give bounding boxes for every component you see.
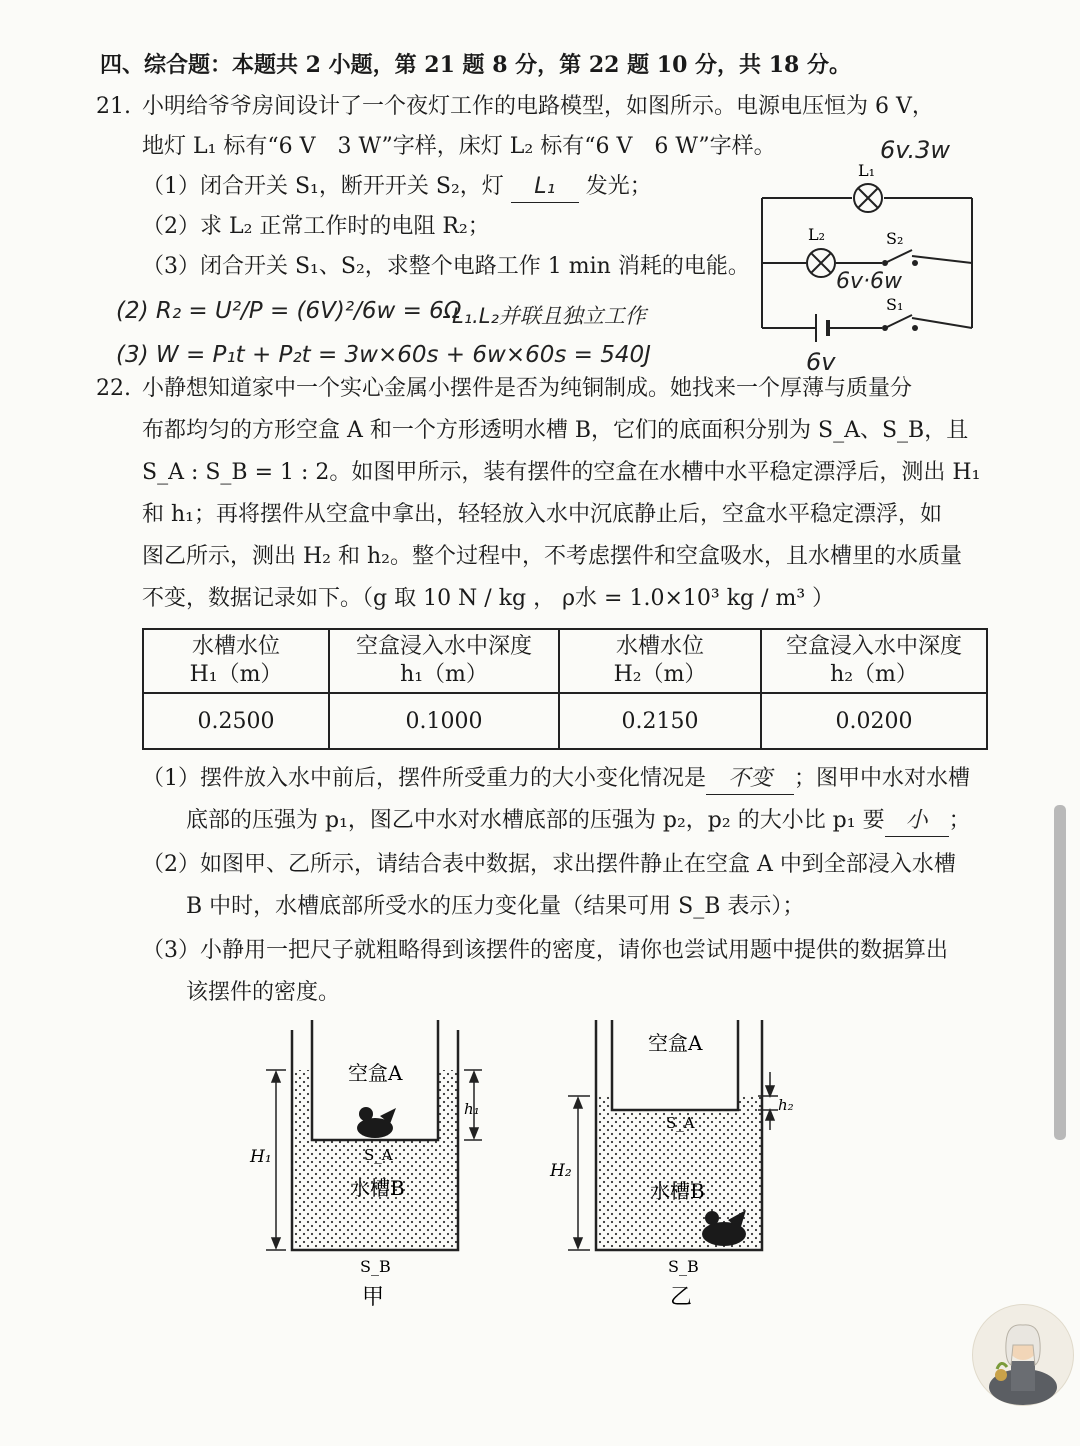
circuit-label-l1: L₁ <box>858 161 876 180</box>
q22-line3: S_A : S_B = 1 : 2。如图甲所示，装有摆件的空盒在水槽中水平稳定漂浮后，测出 H₁ <box>142 460 981 485</box>
q22-part2-line1: （2）如图甲、乙所示，请结合表中数据，求出摆件静止在空盒 A 中到全部浸入水槽 <box>142 852 956 877</box>
q22-line4: 和 h₁；再将摆件从空盒中拿出，轻轻放入水中沉底静止后，空盒水平稳定漂浮，如 <box>142 502 942 527</box>
lamp-l1-icon <box>854 184 882 212</box>
q22-line5: 图乙所示，测出 H₂ 和 h₂。整个过程中，不考虑摆件和空盒吸水，且水槽里的水质量 <box>142 544 962 569</box>
scholar-avatar-icon <box>973 1305 1073 1405</box>
circuit-diagram <box>740 160 1000 380</box>
battery-icon <box>816 314 828 342</box>
switch-s2-icon <box>882 250 918 266</box>
table-header-cell: 空盒浸入水中深度 h₁（m） <box>329 629 559 693</box>
q22-blank1 <box>706 764 794 795</box>
q22-blank2 <box>885 806 949 837</box>
q22-part1-text: （1）摆件放入水中前后，摆件所受重力的大小变化情况是 <box>142 766 706 791</box>
right-sa-label: S_A <box>666 1114 695 1132</box>
q21-part1-suffix: 发光； <box>585 174 652 199</box>
left-tank-label: 水槽B <box>350 1176 405 1200</box>
q22-part1-end: ； <box>948 808 971 833</box>
q21-hw-l1-rating: 6v.3w <box>880 136 951 164</box>
left-H-label: H₁ <box>250 1147 272 1167</box>
q21-number: 21. <box>96 94 131 119</box>
q22-part1-suffix: ；图甲中水对水槽 <box>794 766 971 791</box>
q21-part2: （2）求 L₂ 正常工作时的电阻 R₂； <box>142 214 490 239</box>
right-H-label: H₂ <box>550 1161 572 1181</box>
avatar[interactable] <box>972 1304 1074 1406</box>
q22-part3-line1: （3）小静用一把尺子就粗略得到该摆件的密度，请你也尝试用题中提供的数据算出 <box>142 938 948 963</box>
q22-blank1-handwriting: 不变 <box>727 766 772 791</box>
q22-part1-text2: 底部的压强为 p₁，图乙中水对水槽底部的压强为 p₂，p₂ 的大小比 p₁ 要 <box>186 808 885 833</box>
table-header-row <box>143 629 987 693</box>
q22-line6: 不变，数据记录如下。（g 取 10 N / kg ， ρ水 = 1.0×10³ kg / m³ ） <box>142 586 835 611</box>
q22-number: 22. <box>96 376 131 401</box>
q22-part2-line2: B 中时，水槽底部所受水的压力变化量（结果可用 S_B 表示）； <box>186 894 805 919</box>
circuit-hw-source: 6v <box>806 348 836 376</box>
table-header-cell: 水槽水位 H₁（m） <box>143 629 329 693</box>
table-header-cell: 水槽水位 H₂（m） <box>559 629 761 693</box>
q22-blank2-handwriting: 小 <box>905 808 928 833</box>
section-title: 四、综合题：本题共 2 小题，第 21 题 8 分，第 22 题 10 分，共 18 分。 <box>100 52 851 78</box>
q21-answer-handwriting: L₁ <box>534 174 556 199</box>
q22-part1-line1 <box>142 764 970 795</box>
table-cell-h2-depth: 0.0200 <box>761 693 987 749</box>
right-box-label: 空盒A <box>648 1031 703 1055</box>
data-table <box>142 628 988 750</box>
figure-right <box>549 1020 794 1310</box>
table-row <box>143 693 987 749</box>
q21-line2: 地灯 L₁ 标有“6 V 3 W”字样，床灯 L₂ 标有“6 V 6 W”字样。 <box>142 134 776 159</box>
q22-part1-line2 <box>186 806 971 837</box>
right-tank-label: 水槽B <box>650 1179 705 1203</box>
table-cell-h1-depth: 0.1000 <box>329 693 559 749</box>
circuit-label-s1: S₁ <box>886 295 904 314</box>
q22-part3-line2: 该摆件的密度。 <box>186 980 341 1005</box>
figure-tanks <box>250 1020 794 1320</box>
left-sa-label: S_A <box>364 1146 393 1164</box>
vertical-scrollbar[interactable] <box>1054 805 1066 1140</box>
q21-hw-note: L₁.L₂并联且独立工作 <box>452 304 646 328</box>
q22-line2: 布都均匀的方形空盒 A 和一个方形透明水槽 B，它们的底面积分别为 S_A、S_B，且 <box>142 418 969 443</box>
table-cell-h2: 0.2150 <box>559 693 761 749</box>
q21-hw-work3: (3) W = P₁t + P₂t = 3w×60s + 6w×60s = 540J <box>116 342 651 368</box>
left-sb-label: S_B <box>360 1257 391 1276</box>
right-sb-label: S_B <box>668 1257 699 1276</box>
q21-line1: 小明给爷爷房间设计了一个夜灯工作的电路模型，如图所示。电源电压恒为 6 V， <box>142 94 934 119</box>
lamp-l2-icon <box>807 249 835 277</box>
table-header-cell: 空盒浸入水中深度 h₂（m） <box>761 629 987 693</box>
left-box-label: 空盒A <box>348 1061 403 1085</box>
circuit-label-s2: S₂ <box>886 229 904 248</box>
circuit-hw-l2-rating: 6v·6w <box>836 269 902 294</box>
figure-left <box>249 1020 482 1310</box>
q21-part1 <box>142 172 652 203</box>
q21-answer-blank <box>511 172 579 203</box>
table-cell-h1: 0.2500 <box>143 693 329 749</box>
left-caption: 甲 <box>362 1285 385 1310</box>
right-caption: 乙 <box>670 1285 693 1310</box>
q21-part3: （3）闭合开关 S₁、S₂，求整个电路工作 1 min 消耗的电能。 <box>142 254 750 279</box>
right-h-label: h₂ <box>778 1096 794 1114</box>
q21-part1-text: （1）闭合开关 S₁，断开开关 S₂，灯 <box>142 174 504 199</box>
left-h-label: h₁ <box>464 1100 480 1118</box>
q22-line1: 小静想知道家中一个实心金属小摆件是否为纯铜制成。她找来一个厚薄与质量分 <box>142 376 913 401</box>
circuit-label-l2: L₂ <box>808 225 826 244</box>
q21-hw-work2: (2) R₂ = U²/P = (6V)²/6w = 6Ω <box>116 298 462 324</box>
